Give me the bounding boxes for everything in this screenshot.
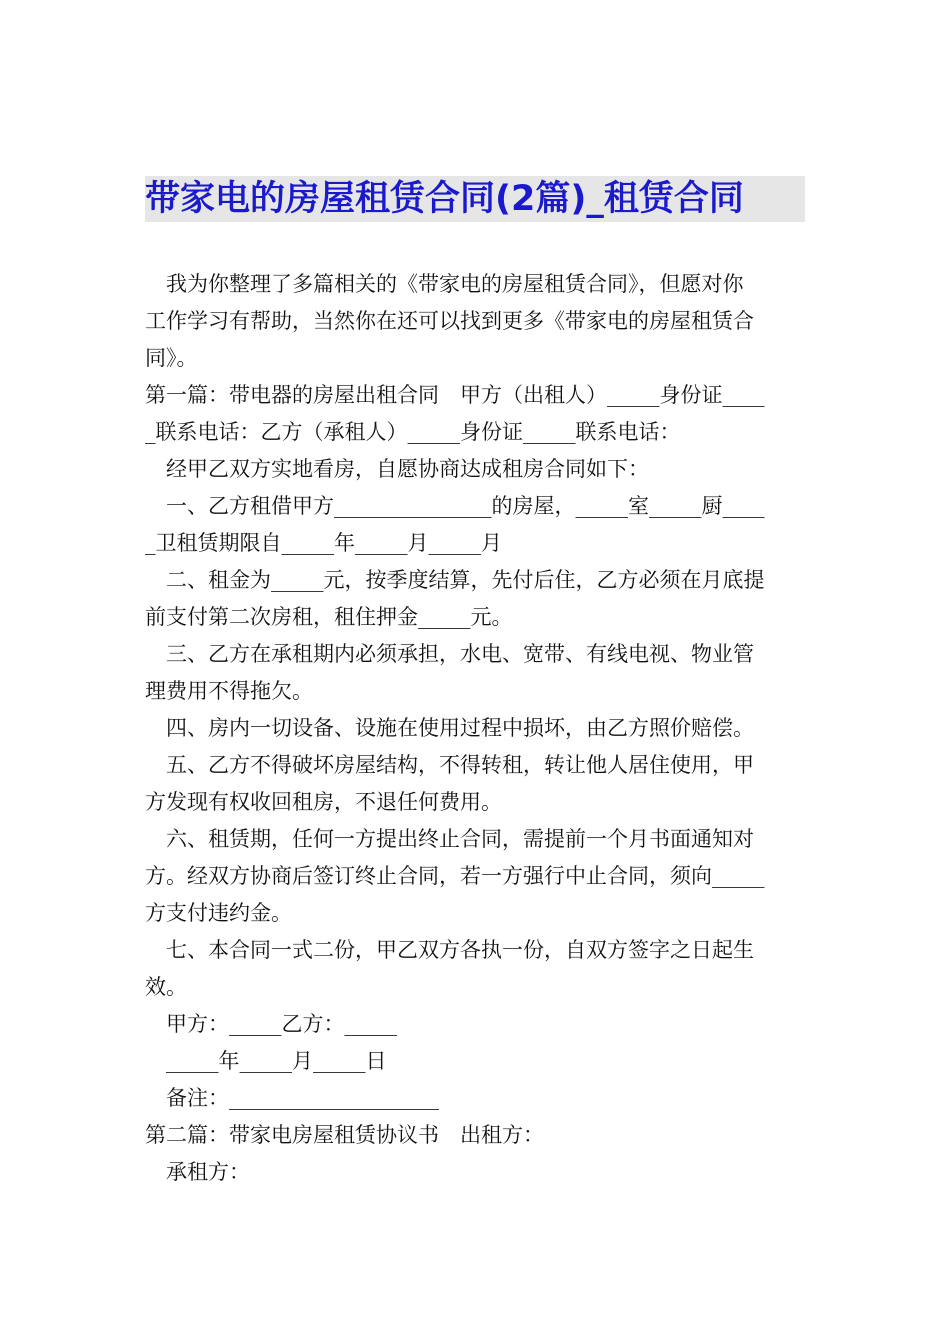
document-title: 带家电的房屋租赁合同(2篇)_租赁合同: [145, 176, 805, 222]
text-line: 同》。: [145, 346, 198, 370]
text-line: 七、本合同一式二份，甲乙双方各执一份，自双方签字之日起生: [166, 938, 754, 962]
text-line: 方。经双方协商后签订终止合同，若一方强行中止合同，须向_____: [145, 864, 765, 888]
text-line: 三、乙方在承租期内必须承担，水电、宽带、有线电视、物业管: [166, 642, 754, 666]
text-line: 工作学习有帮助，当然你在还可以找到更多《带家电的房屋租赁合: [145, 309, 754, 333]
text-line: _____年_____月_____日: [166, 1049, 387, 1073]
text-line: _卫租赁期限自_____年_____月_____月: [145, 531, 502, 555]
text-line: 理费用不得拖欠。: [145, 679, 313, 703]
text-line: 一、乙方租借甲方_______________的房屋，_____室_____厨____: [166, 494, 765, 518]
text-line: 前支付第二次房租，租住押金_____元。: [145, 605, 513, 629]
text-line: 我为你整理了多篇相关的《带家电的房屋租赁合同》，但愿对你: [166, 272, 744, 296]
text-line: 六、租赁期，任何一方提出终止合同，需提前一个月书面通知对: [166, 827, 754, 851]
text-line: 方支付违约金。: [145, 901, 292, 925]
text-line: 二、租金为_____元，按季度结算，先付后住，乙方必须在月底提: [166, 568, 765, 592]
text-line: 承租方：: [166, 1160, 250, 1184]
text-line: _联系电话：乙方（承租人）_____身份证_____联系电话：: [145, 420, 681, 444]
text-line: 第二篇：带家电房屋租赁协议书 出租方：: [145, 1123, 544, 1147]
text-line: 经甲乙双方实地看房，自愿协商达成租房合同如下：: [166, 457, 649, 481]
text-line: 四、房内一切设备、设施在使用过程中损坏，由乙方照价赔偿。: [166, 716, 754, 740]
text-line: 效。: [145, 975, 187, 999]
document-body: [145, 266, 810, 1191]
text-line: 五、乙方不得破坏房屋结构，不得转租，转让他人居住使用，甲: [166, 753, 754, 777]
text-line: 备注：____________________: [166, 1086, 439, 1110]
text-line: 方发现有权收回租房，不退任何费用。: [145, 790, 502, 814]
text-line: 甲方：_____乙方：_____: [166, 1012, 397, 1036]
text-line: 第一篇：带电器的房屋出租合同 甲方（出租人）_____身份证____: [145, 383, 765, 407]
